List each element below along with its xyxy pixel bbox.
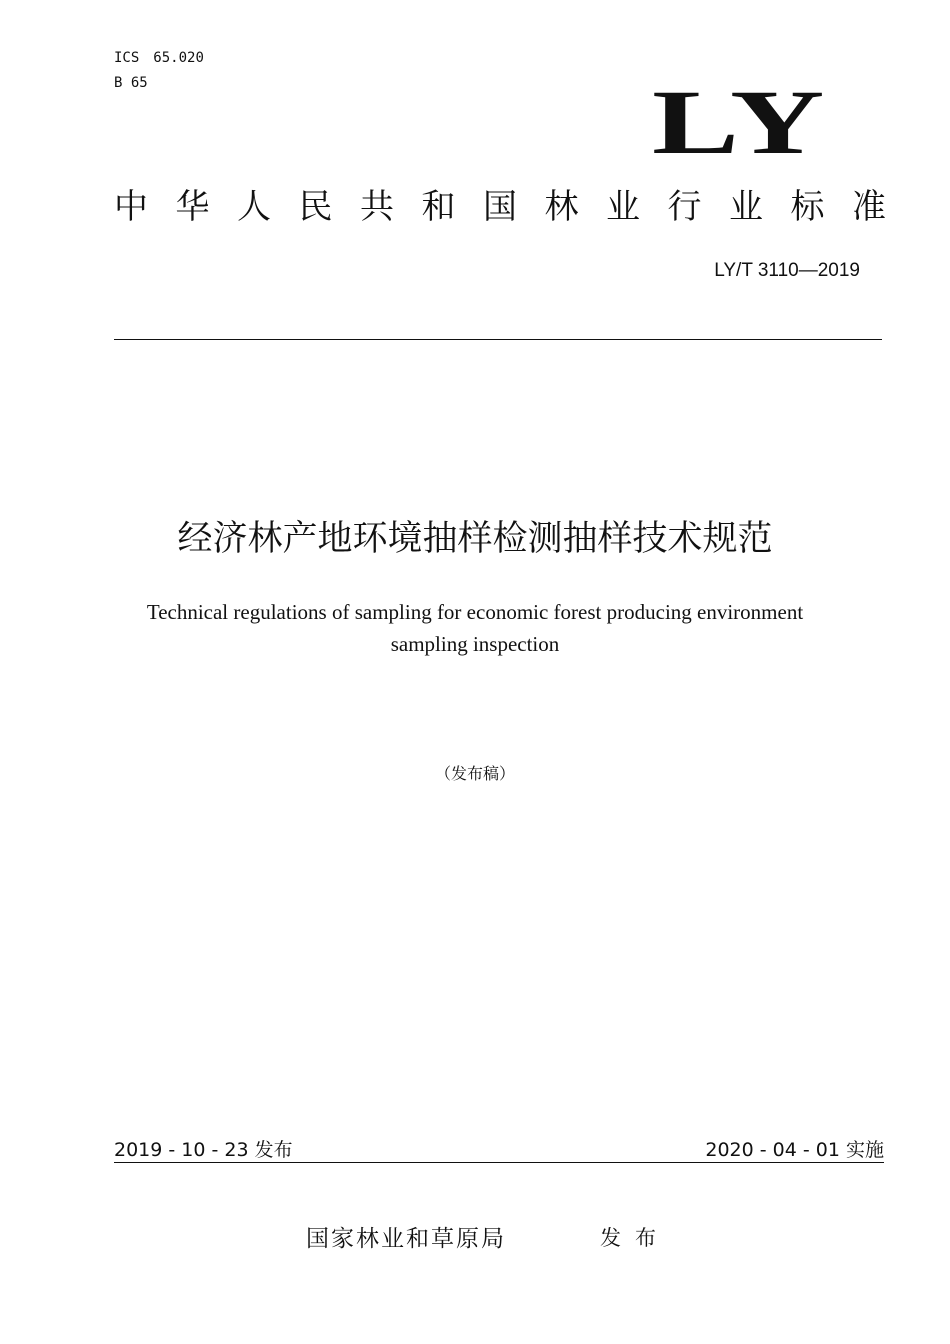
industry-standard-heading	[114, 185, 886, 229]
implementation-date: 2020 - 04 - 01 实施	[705, 1139, 884, 1161]
header-divider	[114, 339, 882, 340]
heading-char: 和	[421, 187, 456, 227]
document-title-chinese: 经济林产地环境抽样检测抽样技术规范	[177, 519, 773, 559]
heading-char: 业	[606, 187, 640, 227]
standard-number: LY/T 3110—2019	[714, 260, 860, 281]
heading-char: 国	[483, 187, 517, 227]
heading-char: 标	[790, 187, 825, 227]
heading-char: 人	[237, 187, 271, 227]
heading-char: 共	[360, 187, 394, 227]
title-english-line-2: sampling inspection	[390, 632, 560, 656]
issue-date: 2019 - 10 - 23 发布	[114, 1139, 293, 1161]
standard-logo: LY	[652, 71, 828, 173]
heading-char: 准	[852, 187, 886, 227]
publisher-name: 国家林业和草原局	[306, 1226, 506, 1252]
publish-action: 发布	[600, 1226, 670, 1250]
title-english-line-1: Technical regulations of sampling for economic forest producing environment	[146, 600, 804, 624]
ics-label: ICS	[114, 50, 140, 66]
heading-char: 业	[729, 187, 763, 227]
footer-divider	[114, 1162, 884, 1163]
heading-char: 华	[175, 187, 210, 227]
document-title-english	[0, 596, 950, 660]
draft-status: （发布稿）	[434, 764, 515, 783]
heading-char: 中	[114, 187, 148, 227]
ccs-classification: B 65	[114, 75, 148, 91]
ics-classification	[114, 50, 204, 66]
heading-char: 林	[544, 187, 579, 227]
heading-char: 民	[298, 187, 333, 227]
heading-char: 行	[667, 187, 702, 227]
ics-code: 65.020	[153, 50, 204, 66]
